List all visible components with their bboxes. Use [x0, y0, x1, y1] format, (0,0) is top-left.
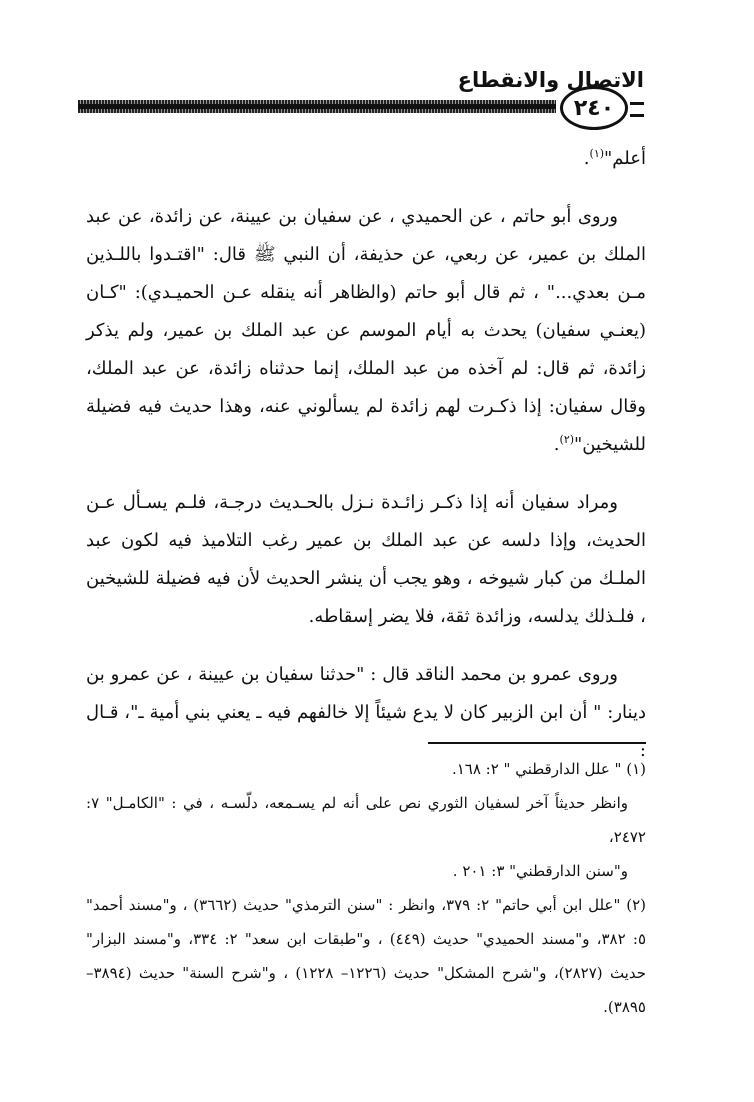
paragraph: [86, 484, 646, 636]
paragraph-text: أعلم": [604, 148, 646, 169]
footnote-1: (١) " علل الدارقطني " ٢: ١٦٨.: [451, 760, 646, 778]
footnote-separator: [428, 742, 646, 744]
paragraph-tail: .: [553, 434, 560, 455]
page-header: [78, 64, 644, 124]
header-rule-end: [630, 102, 644, 117]
footnote-1-note-cont: و"سنن الدارقطني" ٣: ٢٠١ .: [452, 862, 628, 880]
footnotes: [86, 752, 646, 1024]
paragraph-text: وروى عمرو بن محمد الناقد قال : "حدثنا سفيان بن عيينة ، عن عمرو بن دينار: " أن ابن الزبير كان لا يدع شيئاً إلا خالفهم فيه ـ يعني بني أمية ـ"، قـال :: [86, 664, 646, 761]
paragraph-text: ومراد سفيان أنه إذا ذكـر زائـدة نـزل بالحـديث درجـة، فلـم يسـأل عـن الحديث، وإذا دلسه عن عبد الملك بن عمير رغب التلاميذ فيه لكون عبد الملـك من كبار شيوخه ، وهو يجب أن ينشر الحديث لأن فيه فضيلة للشيخين ، فلـذلك يدلسه، وزائدة ثقة، فلا يضر إسقاطه.: [86, 492, 646, 627]
footnote-2: (٢) "علل ابن أبي حاتم" ٢: ٣٧٩، وانظر : "سنن الترمذي" حديث (٣٦٦٢) ، و"مسند أحمد" ٥: ٣٨٢، و"مسند الحميدي" حديث (٤٤٩) ، و"طبقات ابن سعد" ٢: ٣٣٤، و"مسند البزار" حديث (٢٨٢٧)، و"شرح المشكل" حديث (١٢٢٦– ١٢٢٨) ، و"شرح السنة" حديث (٣٨٩٤– ٣٨٩٥).: [86, 896, 647, 1016]
paragraph: [86, 140, 646, 178]
paragraph-text: وروى أبو حاتم ، عن الحميدي ، عن سفيان بن عيينة، عن زائدة، عن عبد الملك بن عمير، عن ربعي، عن حذيفة، أن النبي ﷺ قال: "اقتـدوا باللـذين مـن بعدي..." ، ثم قال أبو حاتم (والظاهر أنه ينقله عـن الحميـدي): "كـان (يعنـي سفيان) يحدث به أيام الموسم عن عبد الملك بن عمير، ولم يذكر زائدة، ثم قال: لم آخذه من عبد الملك، إنما حدثناه زائدة، عن عبد الملك، وقال سفيان: إذا ذكـرت لهم زائدة لم يسألوني عنه، وهذا حديث فيه فضيلة للشيخين": [86, 206, 646, 455]
running-title: الاتصال والانقطاع: [457, 68, 644, 92]
footnote-ref[interactable]: (١): [589, 147, 605, 160]
footnote-1-note: وانظر حديثاً آخر لسفيان الثوري نص على أنه لم يسـمعه، دلّسـه ، في : "الكامـل" ٧: ٢٤٧٢،: [86, 794, 646, 846]
header-rule: [78, 100, 556, 113]
page-number: ٢٤٠: [560, 86, 628, 130]
main-text: [86, 140, 646, 790]
paragraph: [86, 198, 646, 464]
footnote-ref[interactable]: (٢): [559, 433, 575, 446]
paragraph-tail: .: [583, 148, 590, 169]
